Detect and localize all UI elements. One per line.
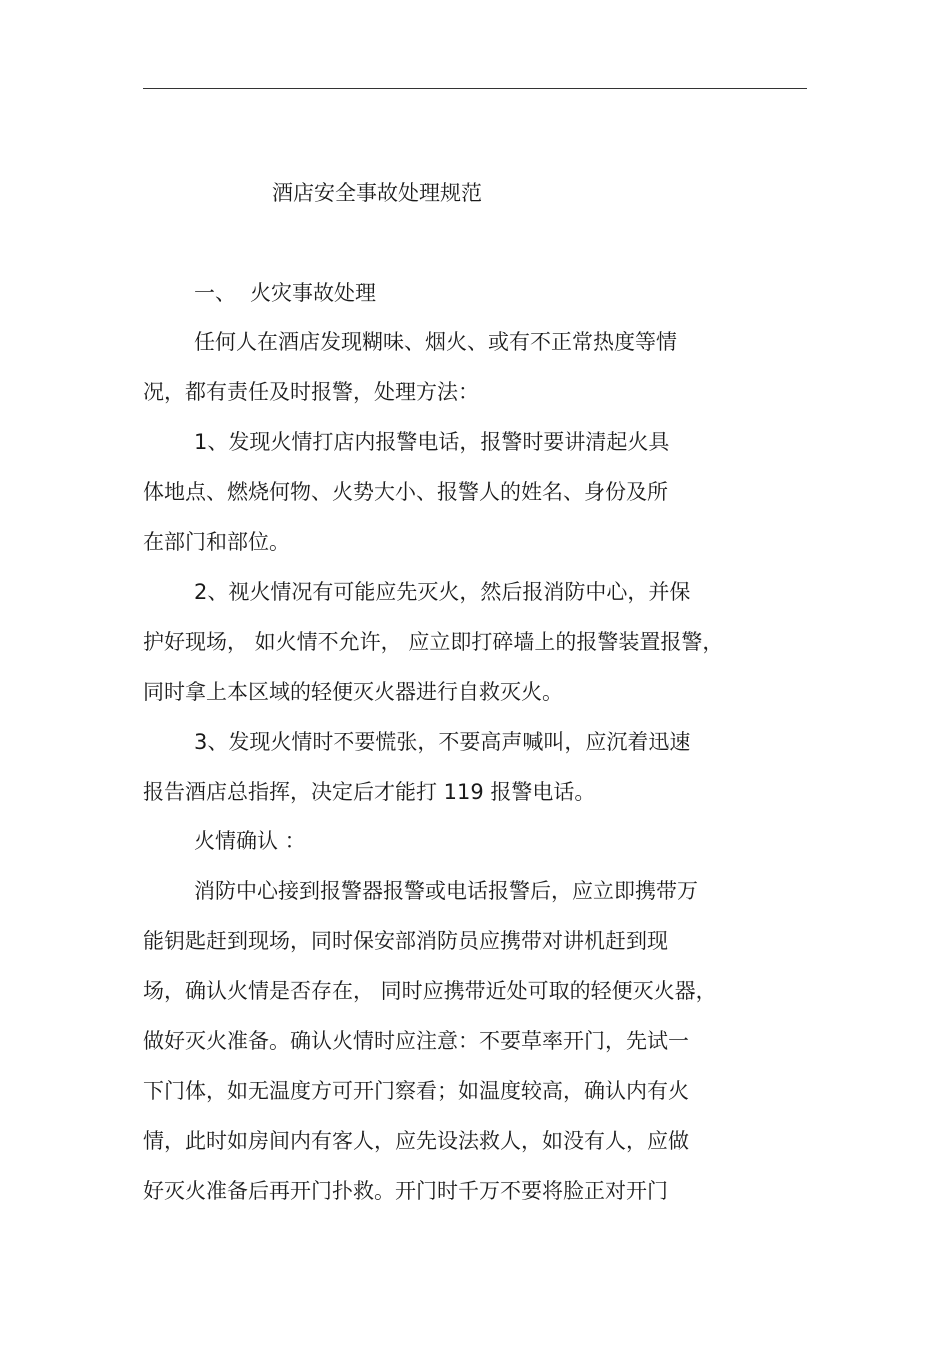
body-line-8: 同时拿上本区域的轻便灭火器进行自救灭火。 — [143, 680, 563, 704]
body-line-15: 做好灭火准备。确认火情时应注意：不要草率开门，先试一 — [143, 1029, 689, 1053]
body-line-3: 1、发现火情打店内报警电话，报警时要讲清起火具 — [194, 430, 670, 454]
body-line-7: 护好现场， 如火情不允许， 应立即打碎墙上的报警装置报警， — [143, 630, 724, 654]
header-rule — [143, 88, 807, 89]
body-line-4: 体地点、燃烧何物、火势大小、报警人的姓名、身份及所 — [143, 480, 668, 504]
body-line-14: 场，确认火情是否存在， 同时应携带近处可取的轻便灭火器， — [143, 979, 717, 1003]
body-line-13: 能钥匙赶到现场，同时保安部消防员应携带对讲机赶到现 — [143, 929, 668, 953]
body-line-18: 好灭火准备后再开门扑救。开门时千万不要将脸正对开门 — [143, 1179, 668, 1203]
section-heading — [194, 278, 376, 308]
body-line-10: 报告酒店总指挥，决定后才能打 119 报警电话。 — [143, 780, 596, 804]
body-line-16: 下门体，如无温度方可开门察看；如温度较高，确认内有火 — [143, 1079, 689, 1103]
body-line-6: 2、视火情况有可能应先灭火，然后报消防中心，并保 — [194, 580, 691, 604]
body-line-5: 在部门和部位。 — [143, 530, 290, 554]
section-number: 一、 — [194, 281, 236, 305]
section-title: 火灾事故处理 — [250, 281, 376, 305]
body-line-9: 3、发现火情时不要慌张，不要高声喊叫，应沉着迅速 — [194, 730, 691, 754]
body-line-17: 情，此时如房间内有客人，应先设法救人，如没有人，应做 — [143, 1129, 689, 1153]
body-line-12: 消防中心接到报警器报警或电话报警后，应立即携带万 — [194, 879, 698, 903]
body-line-1: 任何人在酒店发现糊味、烟火、或有不正常热度等情 — [194, 330, 677, 354]
document-title: 酒店安全事故处理规范 — [272, 181, 482, 205]
body-line-11: 火情确认 ： — [194, 829, 306, 853]
body-line-2: 况，都有责任及时报警，处理方法： — [143, 380, 479, 404]
